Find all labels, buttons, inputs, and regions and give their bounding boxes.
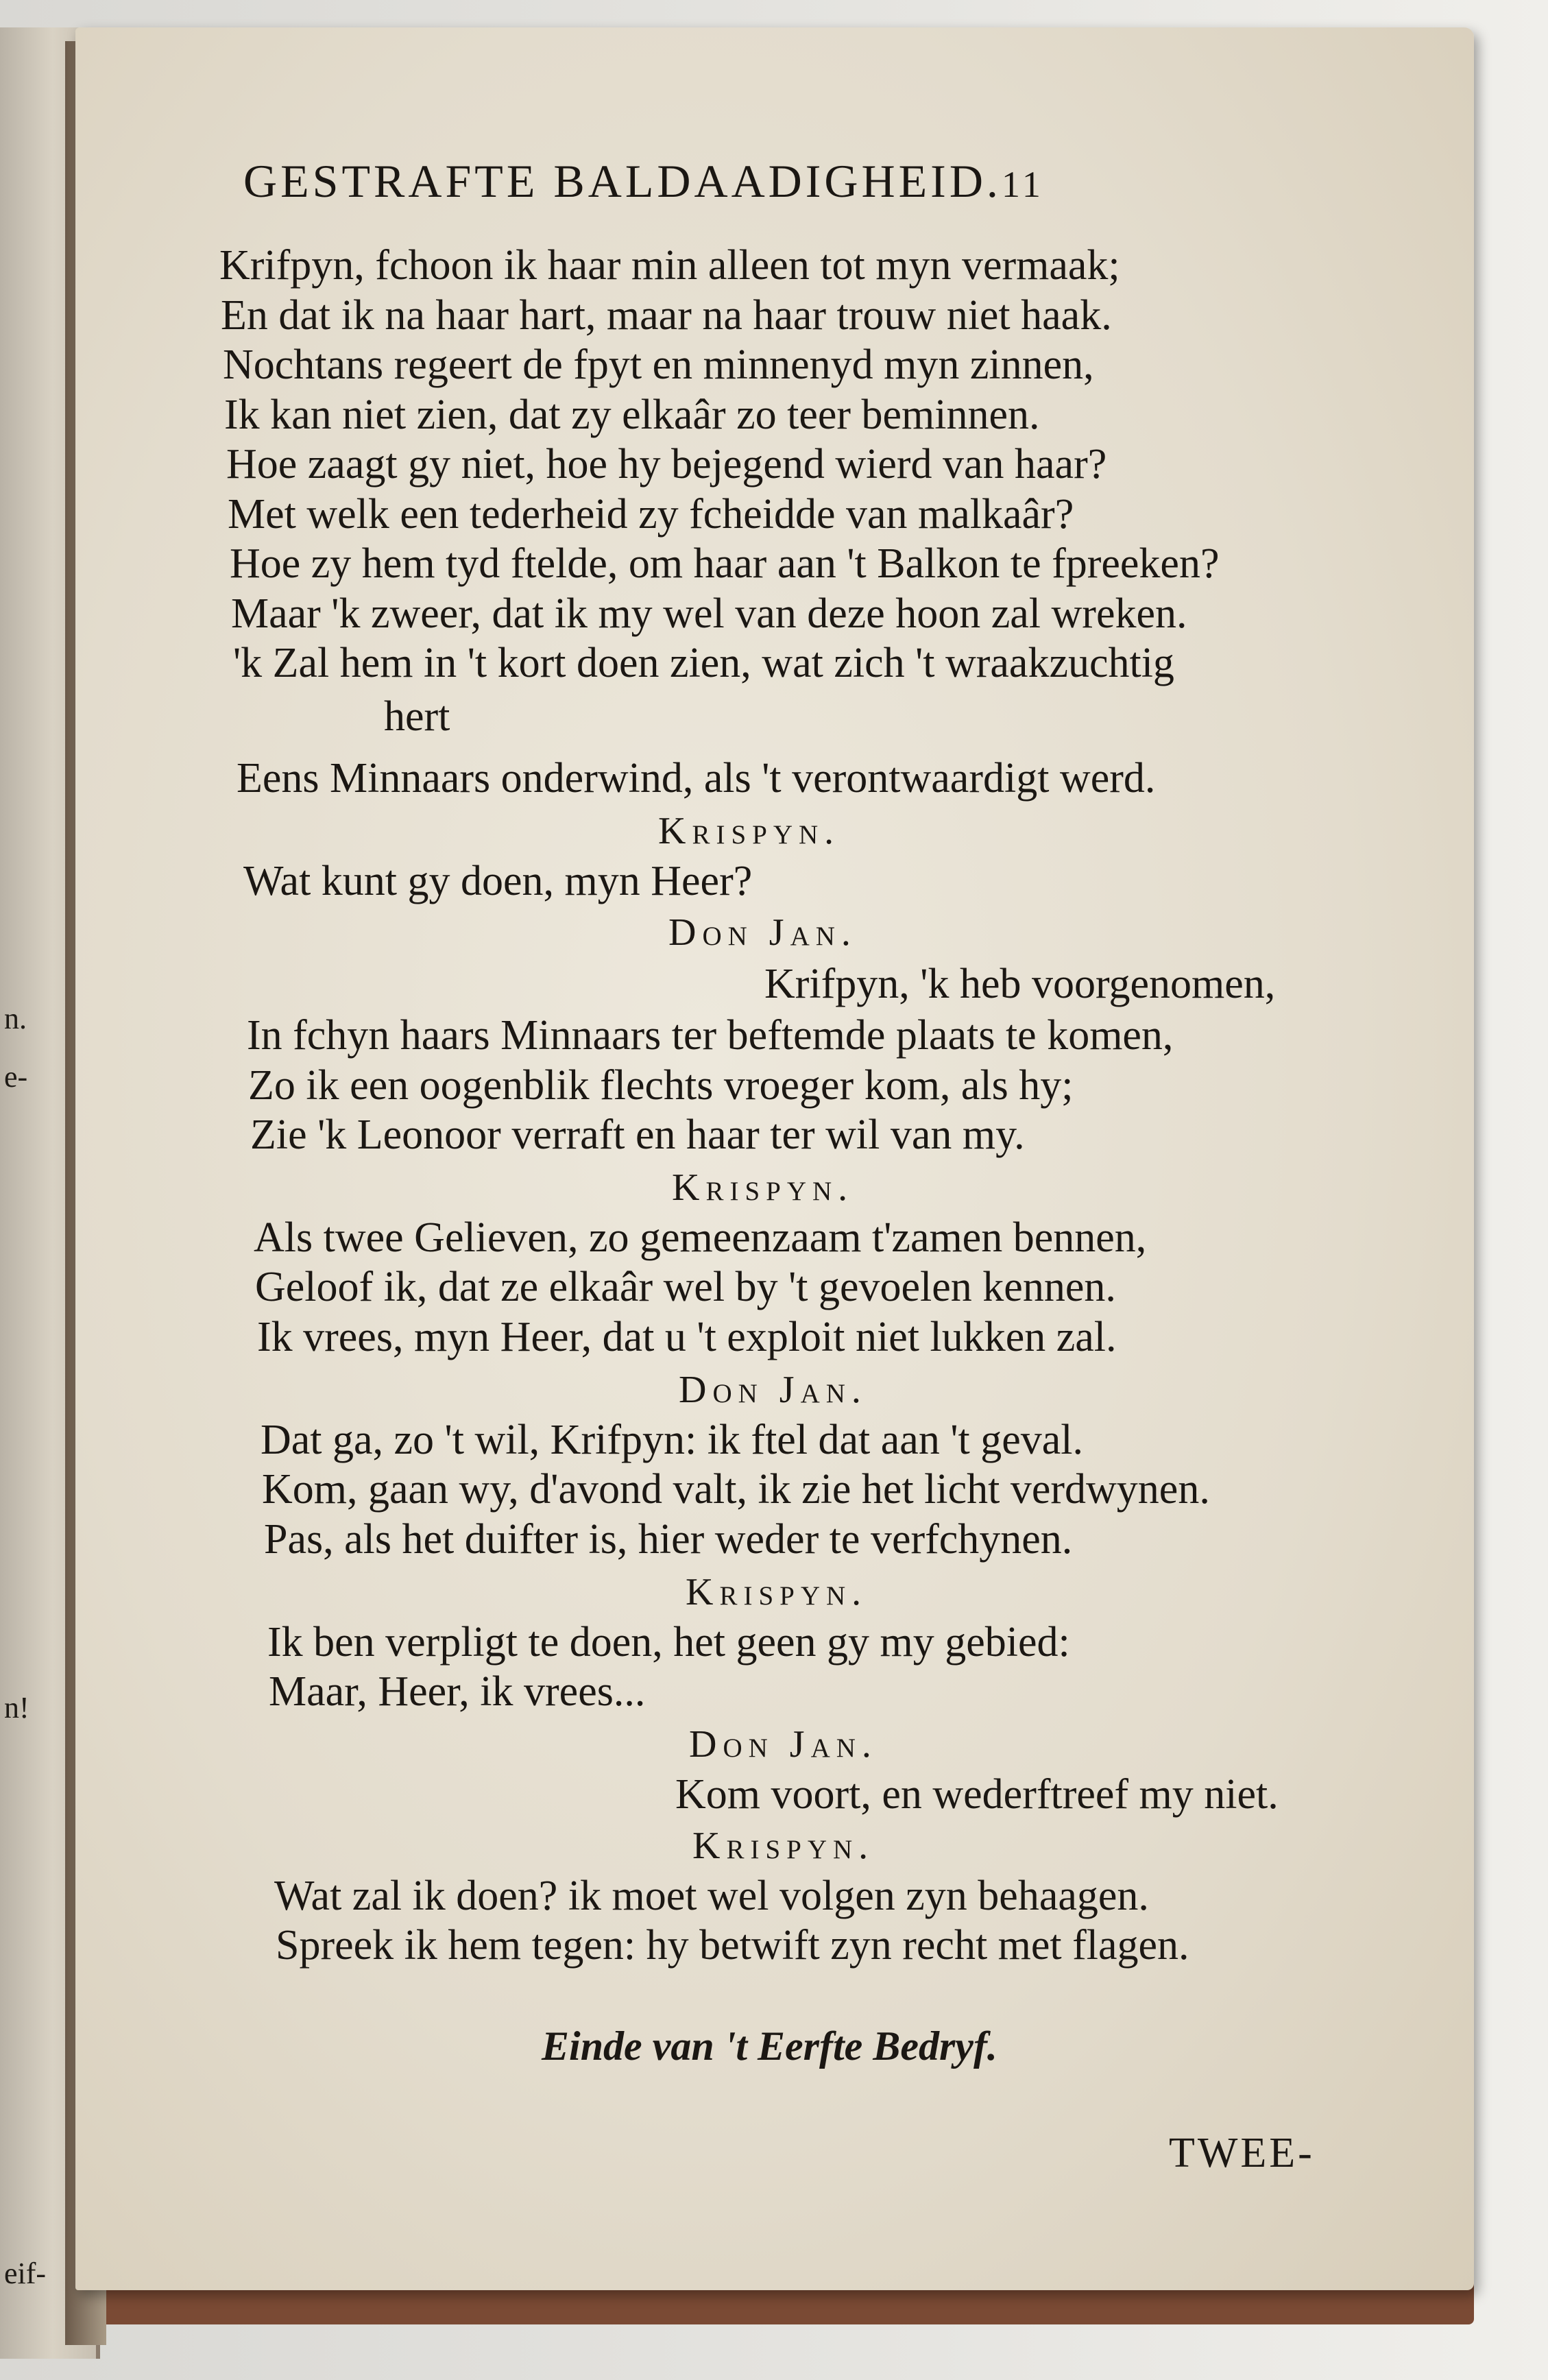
verse-line: Krifpyn, 'k heb voorgenomen, (764, 961, 1276, 1007)
verse-line: Wat kunt gy doen, myn Heer? (243, 858, 753, 904)
left-page-fragment: e- (4, 1060, 28, 1094)
verse-line-continuation: hert (384, 693, 450, 740)
verse-line: Krifpyn, fchoon ik haar min alleen tot myn vermaak; (219, 242, 1120, 289)
verse-line: Ik ben verpligt te doen, het geen gy my gebied: (267, 1619, 1070, 1666)
verse-line: Kom voort, en wederftreef my niet. (675, 1771, 1279, 1818)
left-page-fragment: n! (4, 1691, 29, 1724)
verse-line: Zie 'k Leonoor verraft en haar ter wil van my. (250, 1111, 1025, 1158)
verse-line: Ik kan niet zien, dat zy elkaâr zo teer beminnen. (224, 392, 1040, 438)
left-page-fragment: eif- (4, 2257, 47, 2290)
verse-line: Dat ga, zo 't wil, Krifpyn: ik ftel dat aan 't geval. (261, 1417, 1083, 1463)
verse-line: Als twee Gelieven, zo gemeenzaam t'zamen bennen, (254, 1214, 1147, 1261)
verse-line: Ik vrees, myn Heer, dat u 't exploit niet lukken zal. (257, 1314, 1117, 1360)
verse-line: En dat ik na haar hart, maar na haar trouw niet haak. (221, 292, 1112, 339)
verse-line: Pas, als het duifter is, hier weder te verfchynen. (264, 1516, 1073, 1563)
speaker-label: Don Jan. (689, 1723, 878, 1766)
speaker-label: Krispyn. (658, 810, 840, 852)
verse-line: Maar 'k zweer, dat ik my wel van deze hoon zal wreken. (231, 590, 1187, 637)
verse-line: Wat zal ik doen? ik moet wel volgen zyn behaagen. (274, 1873, 1149, 1919)
speaker-label: Krispyn. (672, 1166, 854, 1209)
catchword: TWEE- (1169, 2130, 1315, 2176)
verse-line: Zo ik een oogenblik flechts vroeger kom, als hy; (248, 1062, 1074, 1109)
speaker-label: Krispyn. (692, 1825, 875, 1867)
verse-line: Met welk een tederheid zy fcheidde van malkaâr? (228, 491, 1074, 538)
verse-line: Nochtans regeert de fpyt en minnenyd myn zinnen, (223, 341, 1094, 388)
running-header (243, 154, 1368, 216)
left-page-fragment: n. (4, 1002, 27, 1035)
speaker-label: Krispyn. (686, 1571, 868, 1613)
verse-line: Kom, gaan wy, d'avond valt, ik zie het licht verdwynen. (262, 1466, 1210, 1513)
verse-line: 'k Zal hem in 't kort doen zien, wat zich 't wraakzuchtig (233, 640, 1174, 686)
act-closing-line: Einde van 't Eerfte Bedryf. (542, 2023, 997, 2069)
page-title: GESTRAFTE BALDAADIGHEID. (243, 155, 1002, 207)
page-number: 11 (1001, 164, 1044, 205)
speaker-label: Don Jan. (668, 911, 857, 954)
verse-line: Maar, Heer, ik vrees... (269, 1668, 646, 1715)
verse-line: Eens Minnaars onderwind, als 't verontwaardigt werd. (237, 755, 1156, 802)
verse-line: Hoe zy hem tyd ftelde, om haar aan 't Balkon te fpreeken? (230, 540, 1220, 587)
verse-line: In fchyn haars Minnaars ter beftemde plaats te komen, (247, 1012, 1174, 1059)
speaker-label: Don Jan. (679, 1369, 867, 1411)
verse-line: Hoe zaagt gy niet, hoe hy bejegend wierd van haar? (226, 441, 1107, 488)
verse-line: Geloof ik, dat ze elkaâr wel by 't gevoelen kennen. (255, 1264, 1116, 1310)
verse-line: Spreek ik hem tegen: hy betwift zyn recht met flagen. (276, 1922, 1189, 1969)
